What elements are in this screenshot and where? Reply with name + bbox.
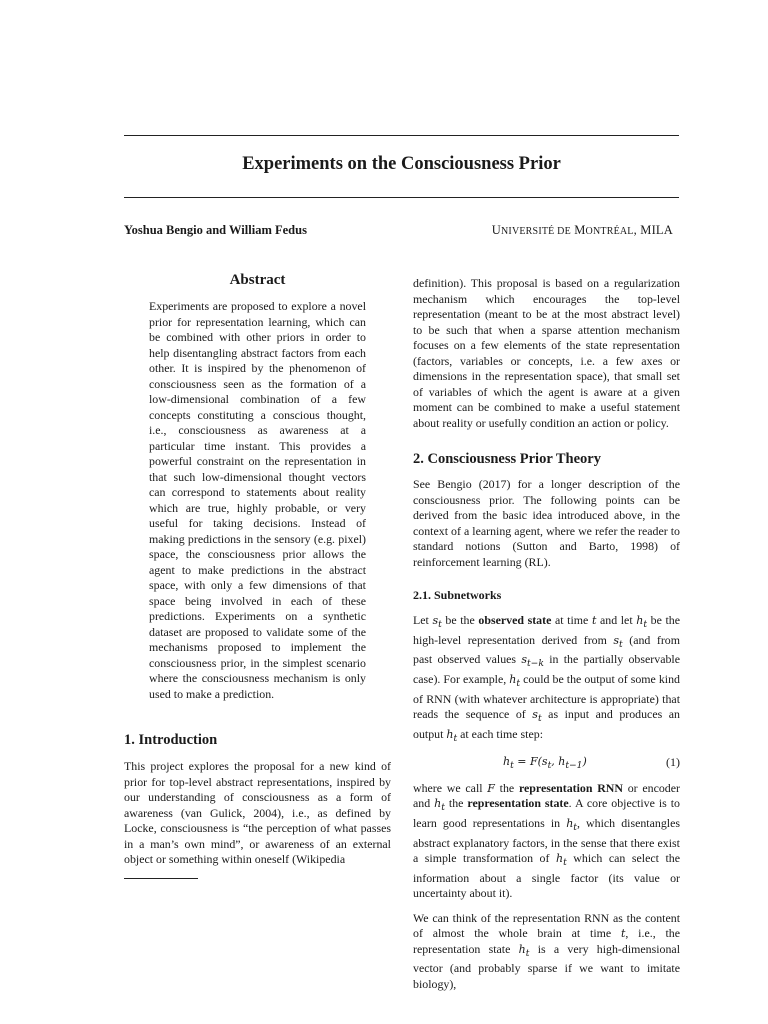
paper-title: Experiments on the Consciousness Prior (242, 154, 561, 174)
section-2-heading: 2. Consciousness Prior Theory (413, 451, 601, 467)
subnetworks-paragraph: Let $s_t$ be the observed state at time t and let $h_t$ be the high-level representation derived from $s_t$ (and from past observed values $s_{t-k}$ in the partially observable case). For example, $h_t$ could be the output of some kind of RNN (with whatever architecture is appropriate) that reads the sequence of $s_t$ as input and produces an output $h_t$ at each time step: (413, 613, 681, 745)
affiliation: UNIVERSITÉ DE MONTRÉAL, MILA (491, 223, 673, 237)
top-rule (124, 135, 679, 136)
continued-paragraph: definition). This proposal is based on a regularization mechanism which encourages the top-level representation (meant to be at the most abstract level) to be such that when a sparse attention mechanism focuses on a few elements of the state representation (factors, variables or concepts, i.e. a few axes or dimensions in the representation space), that small set of variables of which the agent is aware at a given moment can be combined to make a useful statement about reality or usefully condition an action or policy. (413, 276, 680, 430)
subsection-2-1-heading: 2.1. Subnetworks (413, 588, 502, 602)
right-column (413, 276, 680, 992)
equation-1 (413, 755, 680, 773)
section-2-text: See Bengio (2017) for a longer description of the consciousness prior. The following points can be derived from the basic idea introduced above, in the context of a learning agent, where we refer the reader to standard notions (Sutton and Barto, 1998) of reinforcement learning (RL). (413, 477, 680, 569)
representation-paragraph: where we call F the representation RNN or encoder and $h_t$ the representation state. A core objective is to learn good representations in $h_t$, which disentangles abstract explanatory factors, in the sense that there exist a simple transformation of $h_t$ which can select the information about a single factor (its value or uncertainty about it). (413, 780, 680, 901)
equation-expression: $h_t = F(s_t$, $h_{t-1}$) (503, 754, 587, 771)
footnote-rule (124, 878, 198, 879)
abstract-text: Experiments are proposed to explore a novel prior for representation learning, which can be combined with other priors in order to help disentangling abstract factors from each other. It is inspired by the phenomenon of consciousness seen as the formation of a low-dimensional combination of a few concepts constituting a conscious thought, i.e., consciousness as awareness at a particular time instant. This provides a powerful constraint on the representation in that such low-dimensional thought vectors can correspond to statements about reality which are true, highly probable, or very useful for taking decisions. Instead of making predictions in the sensory (e.g. pixel) space, the consciousness prior allows the agent to make predictions in the abstract space, with only a few dimensions of that space being involved in each of these predictions. Experiments on a synthetic dataset are proposed to validate some of the mechanisms proposed to implement the consciousness prior, in the simplest scenario where the consciousness mechanism is only used to make a prediction. (149, 299, 366, 701)
equation-number: (1) (666, 754, 680, 769)
introduction-text: This project explores the proposal for a new kind of prior for top-level abstract representations, inspired by our understanding of consciousness as a form of awareness (van Gulick, 2004), i.e., as defined by Locke, consciousness is “the perception of what passes in a man’s own mind”, or awareness of an external object or something within oneself (Wikipedia (124, 759, 391, 866)
title-bottom-rule (124, 197, 679, 198)
brain-content-paragraph: We can think of the representation RNN as the content of almost the whole brain at time t, i.e., the representation state $h_t$ is a very high-dimensional vector (and probably sparse if we want to imitate biology), (413, 910, 681, 991)
abstract-heading: Abstract (229, 272, 286, 288)
authors: Yoshua Bengio and William Fedus (124, 223, 307, 237)
section-introduction-heading: 1. Introduction (124, 732, 218, 748)
left-column (124, 272, 391, 879)
